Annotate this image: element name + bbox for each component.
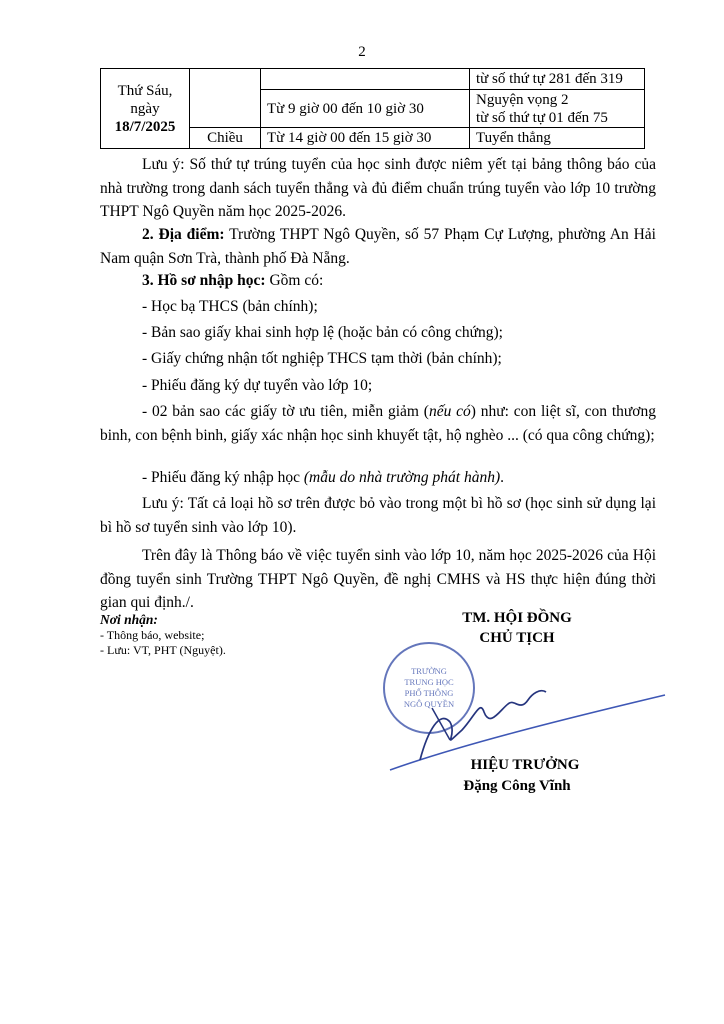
recipient-item: - Thông báo, website; [100, 628, 205, 642]
doc-item-priority: - 02 bản sao các giấy tờ ưu tiên, miễn giảm (nếu có) như: con liệt sĩ, con thương binh, con bệnh binh, giấy xác nhận học sinh khuyết tật, hộ nghèo ... (có qua công chứng); [100, 403, 656, 444]
signer-title: HIỆU TRƯỞNG [470, 757, 580, 773]
note2-paragraph: Lưu ý: Tất cả loại hồ sơ trên được bỏ vào trong một bì hồ sơ (học sinh sử dụng lại bì hồ sơ tuyển sinh vào lớp 10). [100, 495, 656, 536]
official-stamp: TRƯỜNG TRUNG HỌC PHỔ THÔNG NGÔ QUYỀN [383, 642, 475, 734]
doc-item: - Phiếu đăng ký dự tuyển vào lớp 10; [142, 377, 373, 394]
doc-item: - Bản sao giấy khai sinh hợp lệ (hoặc bản có công chứng); [142, 324, 503, 341]
signature-heading-2: CHỦ TỊCH [479, 630, 555, 646]
time-cell-empty [261, 69, 470, 90]
session-cell-empty [190, 69, 261, 128]
session-cell: Chiều [190, 128, 261, 149]
range-cell: Nguyện vọng 2 từ số thứ tự 01 đến 75 [470, 90, 645, 128]
note-paragraph: Lưu ý: Số thứ tự trúng tuyển của học sinh được niêm yết tại bảng thông báo của nhà trường trong danh sách tuyển thẳng và đủ điểm chuẩn trúng tuyển vào lớp 10 trường THPT Ngô Quyền năm học 2025-2026. [100, 156, 656, 220]
range-cell: từ số thứ tự 281 đến 319 [470, 69, 645, 90]
time-cell: Từ 14 giờ 00 đến 15 giờ 30 [261, 128, 470, 149]
location-paragraph: 2. Địa điểm: Trường THPT Ngô Quyền, số 57 Phạm Cự Lượng, phường An Hải Nam quận Sơn Trà, thành phố Đà Nẵng. [100, 226, 656, 267]
signer-name: Đặng Công Vĩnh [463, 778, 571, 794]
signature-heading-1: TM. HỘI ĐỒNG [462, 610, 572, 626]
recipients [100, 611, 340, 658]
closing-paragraph: Trên đây là Thông báo về việc tuyển sinh vào lớp 10, năm học 2025-2026 của Hội đồng tuyển sinh Trường THPT Ngô Quyền, đề nghị CMHS và HS thực hiện đúng thời gian qui định./. [100, 547, 656, 611]
doc-item: - Học bạ THCS (bản chính); [142, 298, 318, 315]
docs-heading: 3. Hồ sơ nhập học: Gồm có: [142, 272, 324, 289]
doc-item-registration: - Phiếu đăng ký nhập học (mẫu do nhà trường phát hành). [142, 469, 504, 486]
schedule-table [100, 68, 645, 149]
day-cell: Thứ Sáu, ngày 18/7/2025 [101, 69, 190, 149]
recipients-title: Nơi nhận: [100, 612, 158, 627]
page-number: 2 [358, 44, 366, 60]
doc-item: - Giấy chứng nhận tốt nghiệp THCS tạm thời (bản chính); [142, 350, 502, 367]
location-label: 2. Địa điểm: [142, 226, 225, 243]
time-cell: Từ 9 giờ 00 đến 10 giờ 30 [261, 90, 470, 128]
docs-label: 3. Hồ sơ nhập học: [142, 272, 266, 289]
range-cell: Tuyển thẳng [470, 128, 645, 149]
recipient-item: - Lưu: VT, PHT (Nguyệt). [100, 643, 226, 657]
